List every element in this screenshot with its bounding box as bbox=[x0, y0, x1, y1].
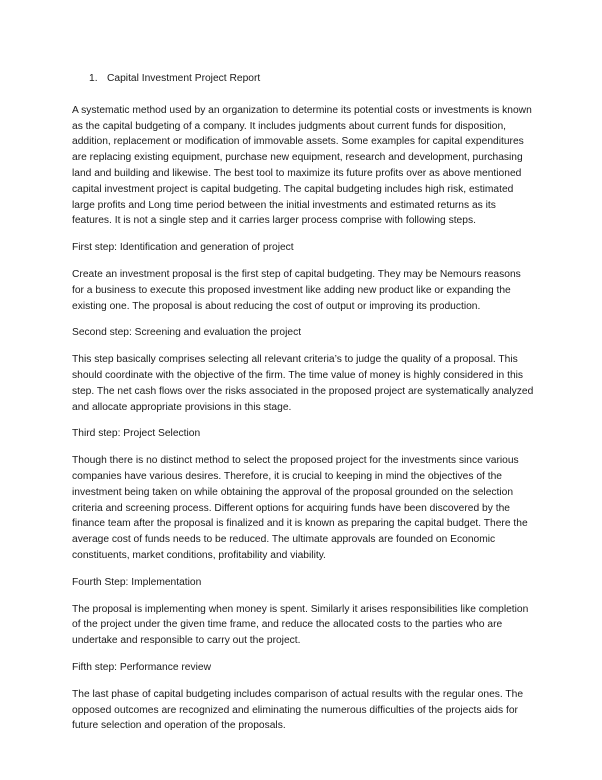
heading-number: 1. bbox=[89, 73, 98, 84]
heading-title: Capital Investment Project Report bbox=[107, 73, 261, 84]
step-3-paragraph: Though there is no distinct method to select the proposed project for the investments since various companies have various desires. Therefore, it is crucial to keeping in mind the objectives of the investment being taken on while obtaining the approval of the proposal grounded on the selection criteria and screening process. Different options for acquiring funds have been discovered by the finance team after the proposal is finalized and it is known as preparing the capital budget. There the average cost of funds needs to be reduced. The ultimate approvals are founded on Economic constituents, market conditions, profitability and viability. bbox=[72, 455, 528, 561]
section-heading bbox=[72, 71, 534, 87]
step-4-title: Fourth Step: Implementation bbox=[72, 576, 202, 588]
step-3-title: Third step: Project Selection bbox=[72, 428, 201, 440]
step-2-paragraph: This step basically comprises selecting all relevant criteria’s to judge the quality of a proposal. This should coordinate with the objective of the firm. The time value of money is highly considered in this step. The net cash flows over the risks associated in the proposed project are systematically analyzed and allocate appropriate provisions in this stage. bbox=[72, 354, 534, 413]
step-1-paragraph: Create an investment proposal is the first step of capital budgeting. They may be Nemours reasons for a business to execute this proposed investment like adding new product like or expanding the existing one. The proposal is about reducing the cost of output or improving its production. bbox=[72, 268, 521, 312]
step-5-title: Fifth step: Performance review bbox=[72, 661, 211, 673]
step-4-paragraph: The proposal is implementing when money is spent. Similarly it arises responsibilities like completion of the project under the given time frame, and reduce the allocated costs to the parties who are undertake and responsible to carry out the project. bbox=[72, 603, 529, 647]
step-1-title: First step: Identification and generation of project bbox=[72, 242, 294, 254]
intro-paragraph: A systematic method used by an organization to determine its potential costs or investments is known as the capital budgeting of a company. It includes judgments about current funds for disposition, addition, replacement or modification of immovable assets. Some examples for capital expenditures are replacing existing equipment, purchase new equipment, research and development, purchasing land and building and likewise. The best tool to maximize its future profits over as above mentioned capital investment project is capital budgeting. The capital budgeting includes high risk, estimated large profits and Long time period between the initial investments and estimated returns as its features. It is not a single step and it carries larger process comprise with following steps. bbox=[72, 104, 532, 227]
step-2-title: Second step: Screening and evaluation the project bbox=[72, 327, 302, 339]
step-5-paragraph: The last phase of capital budgeting includes comparison of actual results with the regular ones. The opposed outcomes are recognized and eliminating the numerous difficulties of the projects aids for future selection and operation of the proposals. bbox=[72, 688, 524, 732]
document-body bbox=[72, 71, 534, 745]
